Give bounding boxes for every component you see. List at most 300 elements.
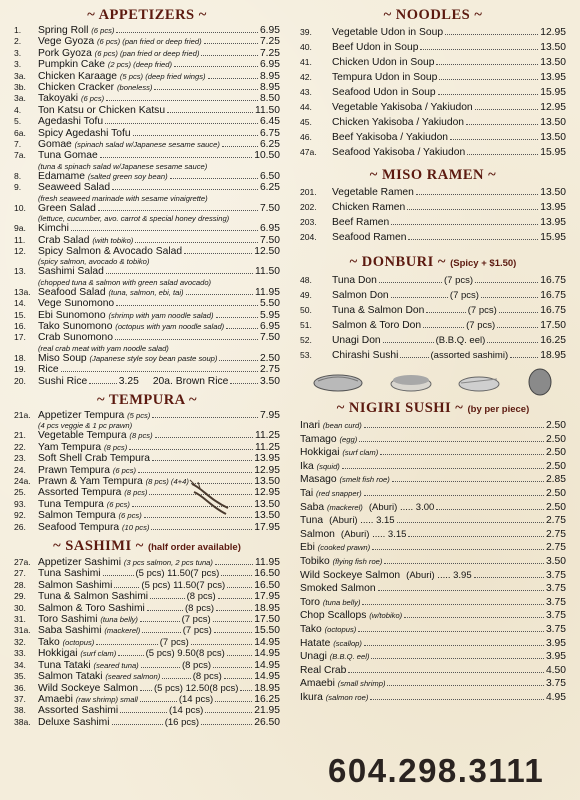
donburi-note: (Spicy + $1.50) (450, 258, 517, 269)
item-name (38, 705, 118, 716)
item-number: 5. (14, 116, 22, 127)
item-name (38, 671, 160, 682)
item-name-text: Tuna Tempura (38, 498, 104, 510)
item-name (38, 603, 145, 614)
item-name (300, 473, 390, 487)
item-name-text: Yam Tempura (38, 441, 102, 453)
item-price: 17.95 (254, 591, 280, 603)
item-name-text: Rice (38, 364, 59, 376)
item-name (300, 541, 370, 555)
noodles-title: ~ NOODLES ~ (383, 7, 483, 23)
menu-item (300, 501, 566, 515)
nigiri-drawing (526, 367, 554, 397)
item-price: 2.50 (545, 460, 566, 472)
item-price: 2.50 (545, 447, 566, 459)
item-name (38, 364, 59, 375)
item-name-text: Soft Shell Crab Tempura (38, 453, 150, 465)
item-name (332, 201, 405, 215)
item-number: 38a. (14, 716, 31, 727)
item-price: 2.75 (545, 542, 566, 554)
item-number: 27a. (14, 557, 31, 568)
item-price: 2.50 (545, 420, 566, 431)
item-name-text: Salmon Don (332, 290, 389, 301)
item-name-text: Tako (38, 636, 60, 648)
menu-item (14, 332, 280, 343)
item-description: (2 pcs) (deep fried) (107, 60, 172, 70)
item-name-text: Smoked Salmon (300, 583, 376, 595)
item-quantity: (assorted sashimi) (430, 350, 509, 361)
item-name (300, 419, 362, 433)
item-price: 16.75 (540, 305, 567, 316)
item-name (332, 216, 389, 230)
item-name (332, 86, 436, 100)
item-name-text: Spring Roll (38, 25, 89, 36)
item-number: 39. (300, 27, 312, 37)
item-name-text: Spicy Agedashi Tofu (38, 127, 131, 139)
menu-item (300, 596, 566, 610)
item-name (332, 101, 473, 115)
item-name (38, 683, 138, 694)
menu-item (14, 321, 280, 332)
menu-item (300, 185, 566, 200)
menu-item (14, 82, 280, 93)
item-number: 3. (14, 47, 22, 58)
item-name-text: Beef Ramen (332, 217, 390, 228)
item-name (332, 26, 443, 40)
item-number: 13. (14, 266, 26, 277)
menu-item (14, 465, 280, 476)
menu-item (14, 510, 280, 521)
item-description: (boneless) (116, 83, 153, 93)
menu-item (14, 298, 280, 309)
sashimi-note: (half order available) (147, 542, 241, 554)
item-price: 8.50 (259, 93, 280, 105)
item-name (38, 105, 165, 116)
menu-item (300, 273, 566, 288)
item-number: 20. (14, 375, 26, 386)
item-price: 21.95 (254, 705, 281, 717)
item-name-text: Real Crab (300, 664, 347, 676)
nigiri-title: ~ NIGIRI SUSHI ~ (336, 400, 464, 416)
item-description: (egg) (339, 434, 358, 444)
item-name-text: Seaweed Salad (38, 182, 111, 194)
item-price: 12.95 (540, 27, 566, 38)
item-name (38, 476, 189, 487)
item-number: 13a. (14, 286, 31, 297)
item-name (332, 146, 465, 160)
item-price: 16.75 (540, 275, 567, 286)
item-quantity: (14 pcs) (169, 705, 204, 717)
item-description: (shrimp with yam noodle salad) (108, 310, 214, 320)
item-number: 42. (300, 72, 312, 82)
item-name-text: Chicken Cracker (38, 82, 115, 94)
item-price: 4.95 (545, 691, 566, 703)
item-price: 3.95 (545, 651, 566, 663)
item-name (332, 71, 437, 85)
item-description: (octopus) (324, 624, 357, 634)
item-name-text: Inari (300, 420, 321, 431)
menu-item (14, 442, 280, 453)
menu-item (14, 182, 280, 193)
item-description: (mackerel) (104, 626, 141, 636)
miso-ramen-title: ~ MISO RAMEN ~ (369, 167, 497, 183)
item-name (38, 442, 127, 453)
item-name (38, 614, 138, 625)
item-number: 46. (300, 132, 312, 142)
item-name (38, 510, 142, 521)
rice-line (14, 376, 280, 387)
item-name-text: Tuna & Salmon Don (332, 305, 425, 316)
item-name (38, 203, 96, 214)
item-price: 13.50 (540, 117, 566, 128)
menu-item (300, 555, 566, 569)
menu-item (300, 650, 566, 664)
item-name (300, 446, 378, 460)
menu-item (14, 246, 280, 257)
menu-item (300, 514, 566, 528)
item-name (300, 487, 362, 501)
item-name-text: Green Salad (38, 202, 96, 214)
menu-item (14, 128, 280, 139)
item-name (300, 650, 369, 664)
item-quantity: (B.B.Q. eel) (435, 335, 486, 346)
item-name-text: Seafood Salad (38, 286, 106, 298)
item-name-text: Salmon Tataki (38, 671, 103, 683)
menu-item (300, 348, 566, 363)
item-price: 13.50 (254, 498, 280, 510)
item-description: (10 pcs) (121, 522, 150, 532)
item-number: 35. (14, 671, 26, 682)
appetizers-title: ~ APPETIZERS ~ (87, 7, 207, 23)
item-price: 13.50 (254, 476, 280, 487)
item-subdescription: (chopped tuna & salmon with green salad avocado) (38, 277, 212, 287)
item-price: 16.50 (254, 568, 280, 580)
item-price: 3.75 (545, 583, 566, 595)
item-name (332, 349, 398, 363)
item-description: (spinach salad w/Japanese sesame sauce) (74, 140, 220, 150)
item-number: 24. (14, 464, 26, 475)
donburi-header (300, 253, 566, 273)
menu-item (14, 203, 280, 214)
item-quantity: (7 pcs) (159, 636, 189, 648)
item-price: 2.75 (545, 515, 566, 527)
item-name (38, 648, 116, 659)
menu-item (14, 48, 280, 59)
item-number: 7a. (14, 150, 26, 161)
item-number: 14. (14, 298, 26, 309)
aburi-price: (Aburi) ..... 3.95 (406, 569, 472, 581)
item-price: 12.50 (254, 245, 280, 257)
item-price: 3.95 (545, 637, 566, 649)
item-name (332, 41, 418, 55)
item-quantity: (8 pcs) (186, 591, 216, 603)
item-price: 2.50 (545, 433, 566, 445)
item-name-text: Wild Sockeye Salmon (300, 569, 401, 581)
menu-item (14, 660, 280, 671)
item-name-text: Unagi (300, 651, 327, 663)
item-price: 15.95 (540, 232, 566, 243)
item-description: (mackerel) (326, 502, 363, 512)
menu-item (300, 419, 566, 433)
item-number: 51. (300, 320, 312, 330)
menu-item (14, 625, 280, 636)
menu-item (300, 460, 566, 474)
item-name: 20a. Brown Rice (152, 375, 229, 387)
item-number: 19. (14, 364, 26, 375)
item-description: (flying fish roe) (332, 556, 383, 566)
item-number: 6a. (14, 127, 26, 138)
item-name-text: Tuna Gomae (38, 150, 98, 162)
menu-item (14, 648, 280, 659)
appetizers-list (14, 25, 280, 376)
item-price: 3.50 (259, 375, 280, 387)
item-name (38, 487, 147, 498)
item-description: (squid) (316, 461, 340, 471)
item-price: 6.95 (259, 59, 280, 71)
item-price: 3.75 (545, 610, 566, 622)
menu-item (300, 288, 566, 303)
item-description: (8 pcs) (4+4) (145, 477, 189, 486)
nigiri-drawing (389, 371, 433, 393)
item-name-text: Gomae (38, 139, 72, 151)
item-name (300, 691, 368, 705)
item-price: 2.85 (545, 474, 566, 486)
item-price: 3.75 (545, 596, 566, 608)
item-description: (scallop) (333, 638, 362, 648)
item-number: 47a. (300, 147, 317, 157)
item-name-text: Edamame (38, 170, 85, 182)
item-name (332, 56, 434, 70)
item-number: 9a. (14, 223, 26, 234)
nigiri-drawing (312, 371, 364, 393)
item-quantity: (7 pcs) (196, 579, 226, 591)
menu-item (300, 55, 566, 70)
item-number: 31. (14, 614, 26, 625)
menu-item (300, 609, 566, 623)
item-name (300, 528, 335, 542)
item-number: 27. (14, 568, 26, 579)
menu-item (14, 717, 280, 728)
item-name (38, 182, 110, 193)
item-name (38, 128, 131, 139)
item-number: 1. (14, 25, 22, 35)
item-price: 7.25 (259, 47, 280, 59)
item-name-text: Tempura Udon in Soup (332, 72, 438, 83)
menu-item (14, 93, 280, 104)
item-name (38, 116, 103, 127)
item-number: 52. (300, 335, 312, 345)
item-name (38, 246, 182, 257)
menu-item (300, 70, 566, 85)
item-name-text: Takoyaki (38, 93, 79, 105)
item-price: 15.95 (540, 147, 566, 158)
item-name (300, 514, 323, 528)
half-order-price: (5 pcs) 11.50 (141, 579, 197, 591)
item-name-text: Vegetable Tempura (38, 430, 127, 442)
item-price: 11.25 (254, 430, 280, 442)
menu-item (14, 487, 280, 498)
item-name (332, 289, 389, 303)
item-name (38, 717, 110, 728)
item-name (38, 36, 202, 47)
half-order-price: (5 pcs) 12.50 (153, 682, 210, 694)
menu-item (14, 223, 280, 234)
item-subdescription: (4 pcs veggie & 1 pc prawn) (38, 421, 133, 431)
tempura-list (14, 410, 280, 533)
item-price: 11.95 (254, 557, 280, 569)
item-number: 32. (14, 636, 26, 647)
menu-item (14, 453, 280, 464)
menu-item (14, 139, 280, 150)
menu-item (14, 430, 280, 441)
menu-item (14, 36, 280, 47)
menu-item (300, 691, 566, 705)
item-name-text: Tai (300, 487, 314, 499)
item-price: 13.95 (540, 72, 566, 83)
menu-item (14, 694, 280, 705)
item-name (332, 274, 377, 288)
item-name (38, 591, 148, 602)
item-name (300, 677, 385, 691)
menu-item (14, 410, 280, 421)
item-name-text: Assorted Tempura (38, 487, 122, 499)
item-quantity: (8 pcs) (192, 671, 222, 683)
item-description: (8 pcs) (129, 431, 153, 441)
item-price: 11.50 (254, 266, 280, 278)
item-name-text: Ton Katsu or Chicken Katsu (38, 104, 166, 116)
half-order-price: (5 pcs) 9.50 (145, 648, 196, 660)
item-number: 38. (14, 705, 26, 716)
item-name (38, 71, 206, 82)
item-name (300, 555, 382, 569)
item-number: 12. (14, 245, 26, 256)
item-name (300, 664, 346, 678)
item-name (38, 235, 133, 246)
item-name-text: Beef Udon in Soup (332, 42, 419, 53)
menu-item (14, 364, 280, 375)
menu-item (14, 235, 280, 246)
item-name-text: Seafood Yakisoba / Yakiudon (332, 147, 466, 158)
item-name-text: Vegetable Udon in Soup (332, 27, 444, 38)
item-price: 11.25 (254, 441, 280, 453)
item-name-text: Masago (300, 474, 337, 486)
item-name (300, 582, 376, 596)
item-name (38, 499, 130, 510)
half-order-price: (5 pcs) 11.50 (135, 568, 191, 580)
item-name (332, 231, 406, 245)
item-name (300, 623, 356, 637)
item-name (38, 694, 138, 705)
item-price: 17.95 (254, 521, 280, 533)
item-name-text: Prawn Tempura (38, 464, 110, 476)
menu-item (300, 318, 566, 333)
item-price: 17.50 (254, 614, 281, 626)
item-name (332, 304, 424, 318)
item-price: 6.95 (259, 223, 280, 235)
item-name-text: Spicy Salmon & Avocado Salad (38, 245, 183, 257)
menu-item (14, 116, 280, 127)
item-number: 9. (14, 182, 22, 193)
item-number: 3. (14, 59, 22, 70)
item-description: (6 pcs) (91, 26, 115, 35)
item-price: 13.95 (540, 202, 566, 213)
item-name-text: Assorted Sashimi (38, 705, 119, 717)
item-price: 18.95 (254, 682, 280, 694)
item-number: 203. (300, 217, 317, 227)
item-quantity: (7 pcs) (181, 614, 211, 626)
menu-item (300, 487, 566, 501)
item-name: Sushi Rice (38, 375, 88, 387)
item-description: (octopus with yam noodle salad) (115, 321, 225, 331)
item-name-text: Chicken Udon in Soup (332, 57, 435, 68)
item-price: 11.50 (254, 104, 280, 116)
item-price: 6.25 (259, 139, 280, 151)
item-name (332, 334, 381, 348)
item-number: 24a. (14, 476, 31, 486)
item-number: 17. (14, 332, 26, 343)
item-price: 6.45 (259, 116, 280, 128)
item-price: 6.95 (259, 25, 280, 36)
menu-item (14, 522, 280, 533)
item-name-text: Deluxe Sashimi (38, 716, 110, 728)
sushi-illustration (300, 367, 566, 397)
item-name (38, 568, 101, 579)
item-number: 201. (300, 187, 317, 197)
item-description: (5 pcs) (deep fried wings) (119, 71, 206, 81)
item-name (38, 82, 152, 93)
item-number: 21. (14, 430, 26, 441)
item-price: 6.95 (259, 320, 280, 332)
item-number: 53. (300, 350, 312, 360)
menu-item (14, 353, 280, 364)
item-number: 93. (14, 498, 26, 509)
item-number: 202. (300, 202, 317, 212)
menu-item (14, 171, 280, 182)
item-number: 26. (14, 521, 26, 532)
aburi-price: (Aburi) ..... 3.15 (340, 528, 407, 540)
menu-item (300, 145, 566, 160)
item-description: (bean curd) (322, 421, 362, 430)
item-number: 25. (14, 487, 26, 498)
menu-item (14, 476, 280, 487)
item-price: 3.50 (545, 555, 566, 567)
item-name-text: Prawn & Yam Tempura (38, 476, 143, 487)
item-number: 16. (14, 320, 26, 331)
item-number: 23. (14, 453, 26, 464)
item-name (300, 569, 400, 583)
menu-item (300, 115, 566, 130)
aburi-price: (Aburi) ..... 3.15 (329, 515, 395, 527)
item-price: 8.95 (259, 70, 280, 82)
item-quantity: (7 pcs) (444, 275, 474, 286)
item-number: 43. (300, 87, 312, 97)
menu-item (300, 333, 566, 348)
item-price: 2.75 (259, 364, 280, 376)
item-name-text: Unagi Don (332, 335, 381, 346)
item-price: 15.50 (254, 625, 281, 637)
tempura-title: ~ TEMPURA ~ (96, 391, 198, 408)
item-name-text: Ika (300, 460, 314, 472)
item-price: 26.50 (254, 716, 280, 728)
item-price: 3.75 (545, 623, 566, 635)
item-name (38, 557, 213, 568)
ramen-list (300, 185, 566, 245)
item-description: (cooked prawn) (317, 543, 371, 553)
item-number: 33. (14, 648, 26, 659)
item-description: (small shrimp) (337, 679, 386, 689)
menu-item (300, 25, 566, 40)
item-name (38, 48, 199, 59)
